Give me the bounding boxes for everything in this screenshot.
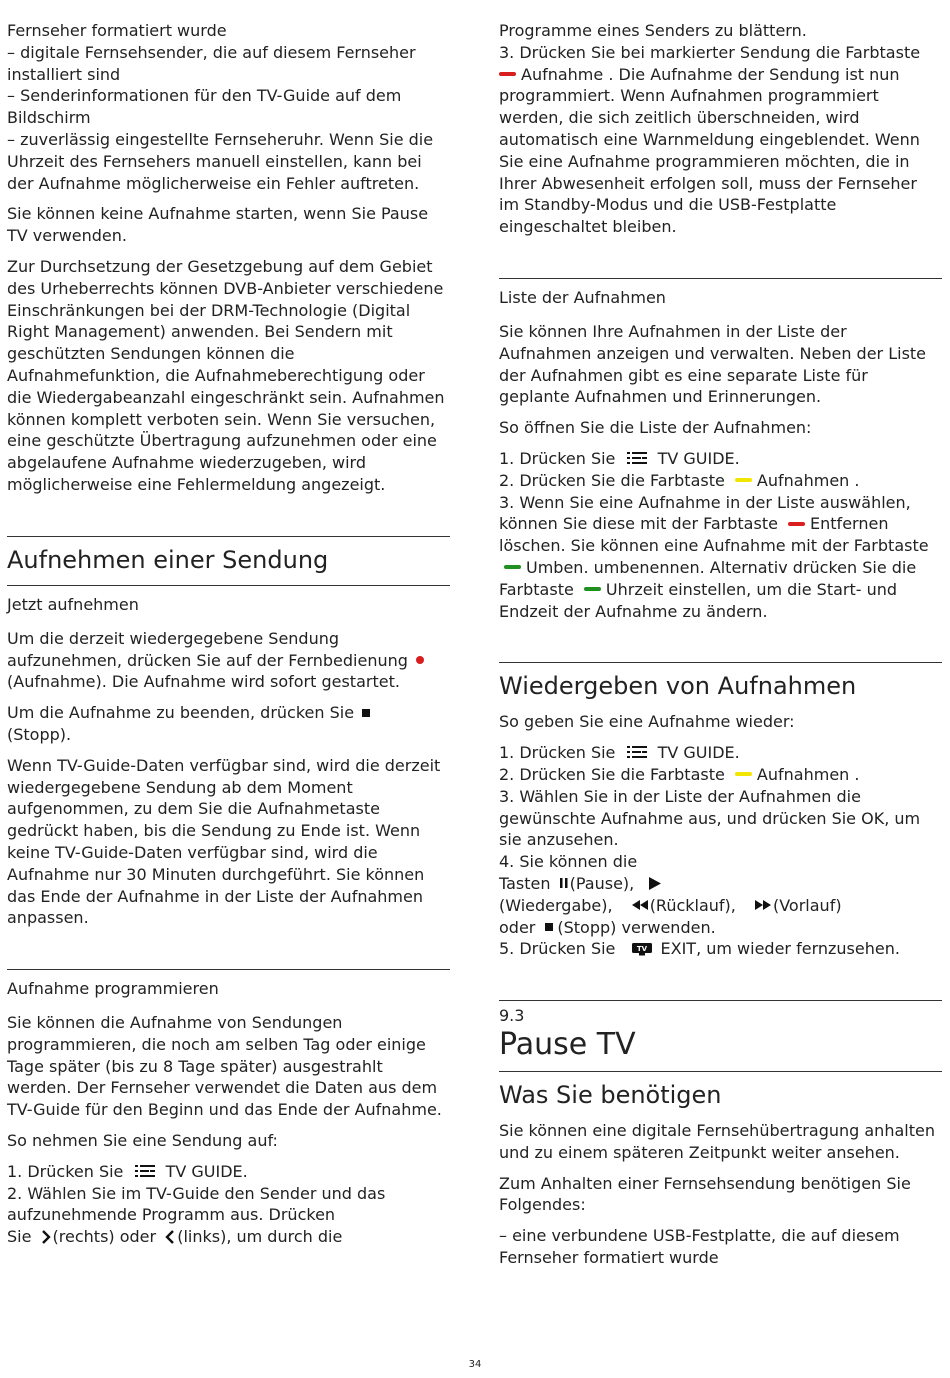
left-column bbox=[7, 20, 450, 1257]
section-divider bbox=[499, 1071, 942, 1072]
green-key-icon bbox=[584, 587, 601, 591]
paragraph-scroll-programs: Programme eines Senders zu blättern. 3. Drücken Sie bei markierter Sendung die Farbtaste Aufnahme . Die Aufnahme der Sendung ist nun programmiert. Wenn Aufnahmen programmiert werden, die sich zeitlich überschneiden, wird automatisch eine Warnmeldung eingeblendet. Wenn Sie eine Aufnahme programmieren möchten, die in Ihrer Abwesenheit erfolgen soll, muss der Fernseher im Standby-Modus und die USB-Festplatte eingeschaltet bleiben. bbox=[499, 21, 921, 237]
page-number: 34 bbox=[468, 1359, 482, 1370]
paragraph-how-to-record: So nehmen Sie eine Sendung auf: bbox=[7, 1131, 278, 1151]
red-key-icon bbox=[788, 522, 805, 526]
subsection-divider bbox=[7, 969, 450, 970]
pause-icon bbox=[560, 878, 568, 888]
section-divider bbox=[7, 536, 450, 537]
chapter-number: 9.3 bbox=[499, 1006, 525, 1026]
stop-icon bbox=[545, 923, 553, 931]
chevron-right-icon bbox=[41, 1230, 51, 1244]
rewind-icon bbox=[632, 900, 648, 910]
paragraph-usb-drive: – eine verbundene USB-Festplatte, die auf diesem Fernseher formatiert wurde bbox=[499, 1226, 900, 1268]
steps-playback: 1. Drücken Sie TV GUIDE. 2. Drücken Sie die Farbtaste Aufnahmen . 3. Wählen Sie in der Liste der Aufnahmen die gewünschte Aufnahme aus, und drücken Sie OK, um sie anzusehen. 4. Sie können die Tasten (Pause), (Wiedergabe), (Rücklauf), (Vorlauf) oder (Stopp) verwenden. 5. Drücken Sie TV EXIT, um wieder fernzusehen. bbox=[499, 743, 921, 959]
steps-schedule: 1. Drücken Sie TV GUIDE. 2. Wählen Sie im TV-Guide den Sender und das aufzunehmende Programm aus. Drücken Sie (rechts) oder (links), um durch die bbox=[7, 1161, 386, 1247]
paragraph-tv-guide-data: Wenn TV-Guide-Daten verfügbar sind, wird die derzeit wiedergegebene Sendung ab dem Moment aufgenommen, zu dem Sie die Aufnahmetaste gedrückt haben, bis die Sendung zu Ende ist. Wenn keine TV-Guide-Daten verfügbar sind, wird die Aufnahme nur 30 Minuten durchgeführt. Sie können das Ende der Aufnahme in der Liste der Aufnahmen anpassen. bbox=[7, 755, 441, 928]
section-divider bbox=[499, 662, 942, 663]
paragraph-open-list: So öffnen Sie die Liste der Aufnahmen: bbox=[499, 418, 812, 438]
paragraph-pause-intro: Sie können eine digitale Fernsehübertragung anhalten und zu einem späteren Zeitpunkt weiter ansehen. bbox=[499, 1121, 935, 1162]
paragraph-playback-intro: So geben Sie eine Aufnahme wieder: bbox=[499, 712, 795, 732]
chevron-left-icon bbox=[165, 1230, 175, 1244]
paragraph-record-now: Um die derzeit wiedergegebene Sendung aufzunehmen, drücken Sie auf der Fernbedienung(Aufnahme). Die Aufnahme wird sofort gestartet. bbox=[7, 628, 450, 693]
section-heading-requirements: Was Sie benötigen bbox=[499, 1081, 722, 1110]
tv-guide-icon bbox=[135, 1165, 155, 1178]
tv-guide-icon bbox=[627, 746, 647, 759]
paragraph-pause-requirements: Zum Anhalten einer Fernsehsendung benötigen Sie Folgendes: bbox=[499, 1173, 911, 1215]
yellow-key-icon bbox=[735, 772, 752, 776]
tv-guide-icon bbox=[627, 452, 647, 465]
paragraph-schedule-intro: Sie können die Aufnahme von Sendungen programmieren, die noch am selben Tag oder einige Tage später (bis zu 8 Tage später) ausgestrahlt werden. Der Fernseher verwendet die Daten aus dem TV-Guide für den Beginn und das Ende der Aufnahme. bbox=[7, 1013, 442, 1120]
paragraph-drm-note: Zur Durchsetzung der Gesetzgebung auf dem Gebiet des Urheberrechts können DVB-Anbieter verschiedene Einschränkungen bei der DRM-Technologie (Digital Right Management) anwenden. Bei Sendern mit geschützten Sendungen können die Aufnahmefunktion, die Aufnahmeberechtigung oder die Wiedergabeanzahl eingeschränkt sein. Aufnahmen können komplett verboten sein. Wenn Sie versuchen, eine geschützte Übertragung aufzunehmen oder eine abgelaufene Aufnahme wiederzugeben, wird möglicherweise eine Fehlermeldung angezeigt. bbox=[7, 256, 445, 494]
subsection-heading-record-now: Jetzt aufnehmen bbox=[7, 594, 139, 614]
paragraph-pause-tv-note: Sie können keine Aufnahme starten, wenn Sie Pause TV verwenden. bbox=[7, 204, 429, 246]
steps-recordings-list: 1. Drücken Sie TV GUIDE. 2. Drücken Sie die Farbtaste Aufnahmen . 3. Wenn Sie eine Aufnahme in der Liste auswählen, können Sie diese mit der Farbtaste Entfernen löschen. Sie können eine Aufnahme mit der Farbtaste Umben. umbenennen. Alternativ drücken Sie die Farbtaste Uhrzeit einstellen, um die Start- und Endzeit der Aufnahme zu ändern. bbox=[499, 448, 929, 621]
section-heading-playback: Wiedergeben von Aufnahmen bbox=[499, 672, 857, 701]
section-heading-recording: Aufnehmen einer Sendung bbox=[7, 545, 329, 574]
fast-forward-icon bbox=[755, 900, 771, 910]
record-icon bbox=[416, 656, 424, 664]
subsection-divider bbox=[7, 585, 450, 586]
subsection-divider bbox=[499, 278, 942, 279]
paragraph-list-intro: Sie können Ihre Aufnahmen in der Liste der Aufnahmen anzeigen und verwalten. Neben der Liste der Aufnahmen gibt es eine separate Liste für geplante Aufnahmen und Erinnerungen. bbox=[499, 321, 927, 407]
stop-icon bbox=[362, 709, 370, 717]
right-column bbox=[499, 20, 942, 1278]
yellow-key-icon bbox=[735, 478, 752, 482]
green-key-icon bbox=[504, 565, 521, 569]
tv-exit-icon bbox=[631, 942, 653, 956]
paragraph-stop-recording: Um die Aufnahme zu beenden, drücken Sie (Stopp). bbox=[7, 702, 450, 746]
chapter-divider bbox=[499, 1000, 942, 1001]
red-key-icon bbox=[499, 72, 516, 76]
tv-icon-label: TV bbox=[636, 944, 647, 953]
chapter-title: Pause TV bbox=[499, 1027, 636, 1063]
subsection-heading-recordings-list: Liste der Aufnahmen bbox=[499, 287, 666, 307]
paragraph-requirements: Fernseher formatiert wurde – digitale Fernsehsender, die auf diesem Fernseher installiert sind – Senderinformationen für den TV-Guide auf dem Bildschirm – zuverlässig eingestellte Fernseheruhr. Wenn Sie die Uhrzeit des Fernsehers manuell einstellen, kann bei der Aufnahme möglicherweise ein Fehler auftreten. bbox=[7, 21, 434, 193]
play-icon bbox=[649, 877, 661, 890]
subsection-heading-schedule: Aufnahme programmieren bbox=[7, 979, 219, 999]
